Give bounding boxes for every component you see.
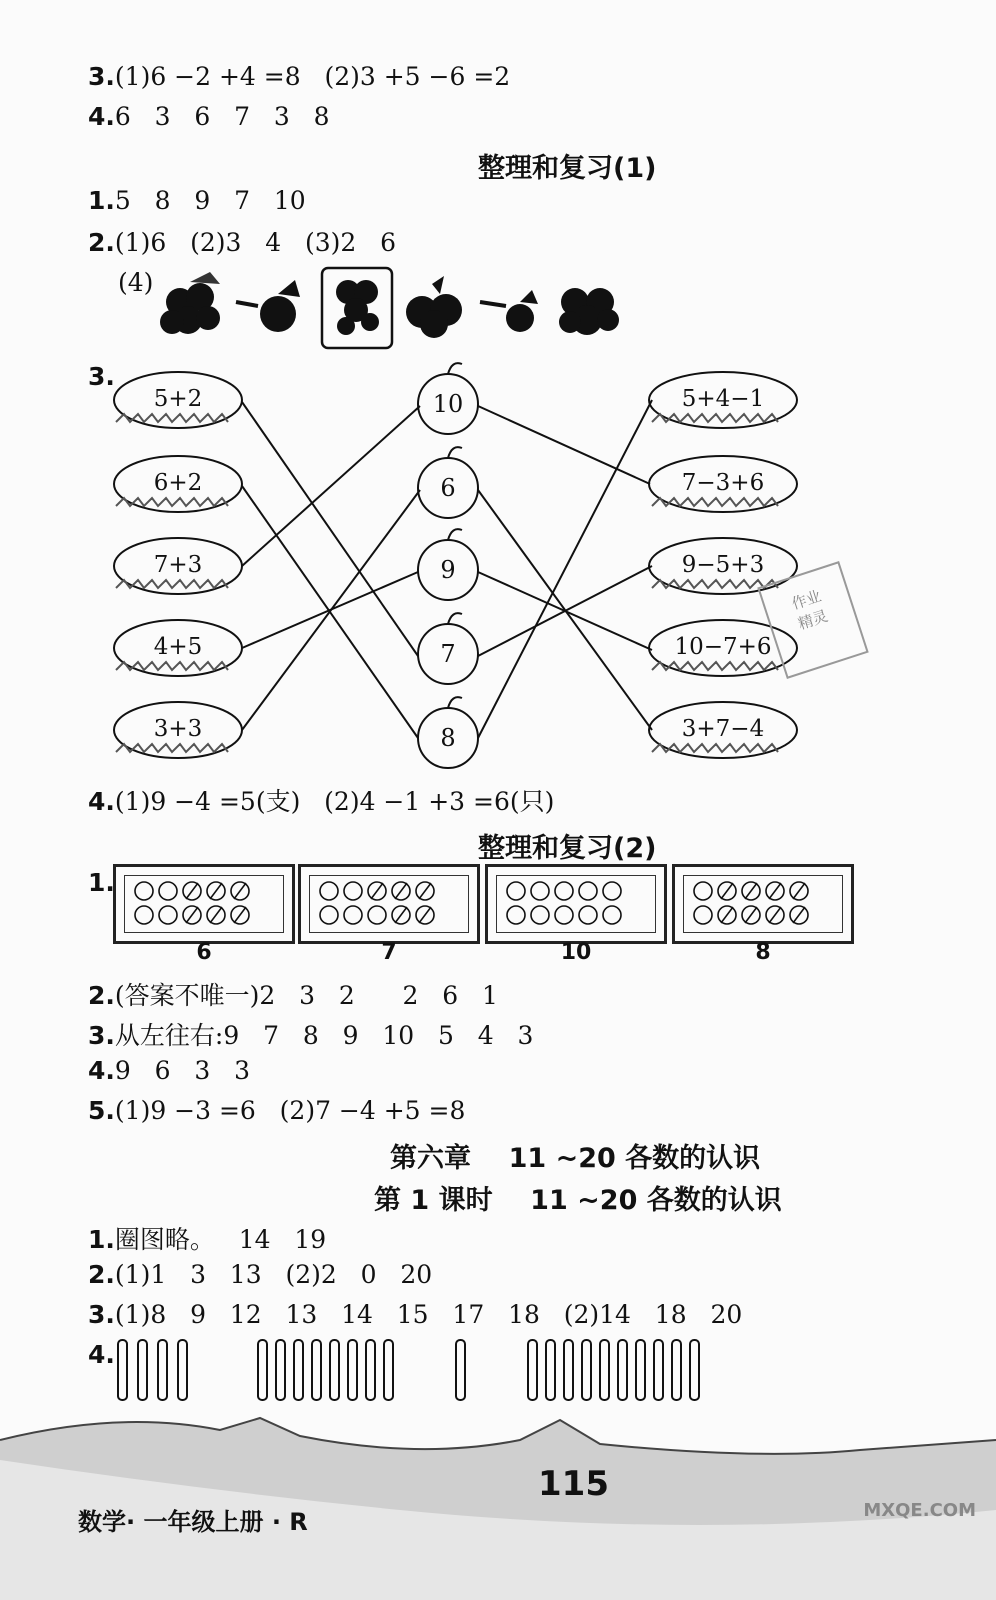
left-oval-label: 7+3 (153, 552, 203, 578)
right-oval-label: 10−7+6 (674, 634, 772, 660)
match-line (242, 406, 420, 566)
apple-label: 8 (440, 724, 456, 752)
berry-cluster-boxed (336, 280, 379, 335)
c-q1: 1.圈图略。 14 19 (88, 1225, 327, 1254)
sticks-illustration (110, 1336, 730, 1406)
watermark-text: MXQE.COM (863, 1500, 976, 1521)
right-oval-label: 3+7−4 (681, 716, 765, 742)
match-line (478, 566, 652, 656)
berries-illustration (150, 262, 630, 352)
section-title-2: 整理和复习(2) (478, 833, 657, 864)
right-oval-label: 9−5+3 (681, 552, 765, 578)
s1-q2-4-label: (4) (118, 268, 154, 297)
box-label: 8 (755, 940, 771, 965)
s2-q2: 2.(答案不唯一)2 3 2 2 6 1 (88, 981, 498, 1010)
counter-box (485, 864, 667, 944)
match-line (478, 406, 650, 484)
apple-label: 6 (440, 474, 456, 502)
left-oval-label: 3+3 (153, 716, 203, 742)
berry-cluster-1 (160, 272, 220, 334)
c-q3: 3.(1)8 9 12 13 14 15 17 18 (2)14 18 20 (88, 1300, 743, 1329)
stamp: 作业 精灵 (757, 561, 868, 679)
s1-q3: 3. (88, 362, 115, 391)
berry-cluster-5 (559, 288, 619, 335)
section-title-1: 整理和复习(1) (478, 153, 657, 184)
answer-line-3: 3.(1)6 −2 +4 =8 (2)3 +5 −6 =2 (88, 62, 511, 91)
s1-q4: 4.(1)9 −4 =5(支) (2)4 −1 +3 =6(只) (88, 787, 555, 816)
box-label: 10 (560, 940, 592, 965)
left-oval-label: 6+2 (153, 470, 203, 496)
counter-box (672, 864, 854, 944)
lesson-title: 第 1 课时 11 ~20 各数的认识 (374, 1185, 782, 1216)
counter-box (113, 864, 295, 944)
right-oval-label: 5+4−1 (681, 386, 765, 412)
footer-book-title: 数学· 一年级上册 · R (78, 1508, 308, 1536)
box-label: 6 (196, 940, 212, 965)
counter-box (298, 864, 480, 944)
s2-q3: 3.从左往右:9 7 8 9 10 5 4 3 (88, 1021, 534, 1050)
s2-q5: 5.(1)9 −3 =6 (2)7 −4 +5 =8 (88, 1096, 466, 1125)
berry-cluster-2 (236, 280, 300, 332)
s2-q4: 4.9 6 3 3 (88, 1056, 251, 1085)
s1-q2: 2.(1)6 (2)3 4 (3)2 6 (88, 228, 397, 257)
apple-label: 7 (440, 640, 456, 668)
answer-line-4: 4.6 3 6 7 3 8 (88, 102, 330, 131)
footer-hill (0, 1400, 996, 1600)
berry-cluster-3 (406, 276, 462, 338)
berry-cluster-4 (480, 290, 538, 332)
s2-q1: 1. (88, 868, 115, 897)
page-number: 115 (538, 1464, 609, 1504)
apple-label: 10 (432, 390, 464, 418)
match-line (242, 490, 420, 730)
chapter-title: 第六章 11 ~20 各数的认识 (390, 1143, 761, 1174)
apple-label: 9 (440, 556, 456, 584)
c-q4: 4. (88, 1340, 115, 1369)
box-label: 7 (381, 940, 397, 965)
s1-q1: 1.5 8 9 7 10 (88, 186, 306, 215)
left-oval-label: 5+2 (153, 386, 203, 412)
left-oval-label: 4+5 (153, 634, 203, 660)
match-line (478, 400, 652, 738)
right-oval-label: 7−3+6 (681, 470, 765, 496)
c-q2: 2.(1)1 3 13 (2)2 0 20 (88, 1260, 433, 1289)
